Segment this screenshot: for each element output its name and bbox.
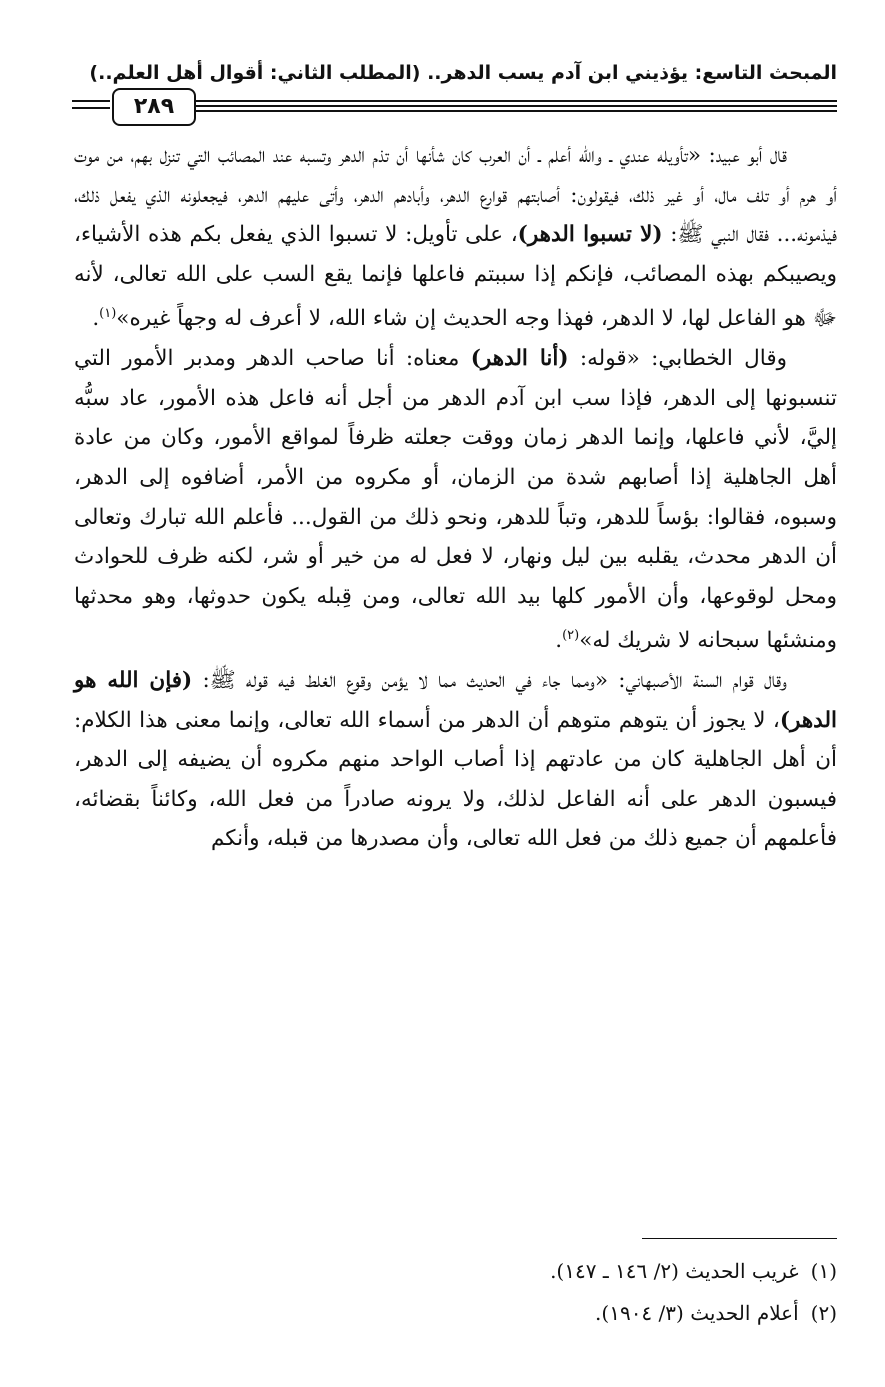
text-run: .	[92, 306, 100, 332]
paragraph-abu-ubaid	[74, 136, 837, 339]
footnote-ref: (١)	[99, 306, 117, 322]
footnote-ref: (٢)	[562, 628, 580, 644]
text-run: قال أبو عبيد: «تأويله عندي ـ والله أعلم ـ أن العرب كان شأنها أن تذم الدهر وتسبه عند المصائب التي تنزل بهم، من موت أو هرم أو تلف مال، أو غير ذلك، فيقولون: أصابتهم قوارع الدهر، وأبادهم الدهر، وأتى عليهم الدهر، فيجعلونه الذي يفعل ذلك، فيذمونه... فقال النبي ﷺ:	[74, 143, 837, 248]
hadith-quote: (لا تسبوا الدهر)	[517, 222, 663, 248]
paragraph-khattabi	[74, 339, 837, 661]
header-rule	[196, 100, 837, 114]
text-run: ، على تأويل: لا تسبوا الذي يفعل بكم هذه الأشياء، ويصيبكم بهذه المصائب، فإنكم إذا سببتم فاعلها فإنما يقع السب على الله تعالى، لأنه ﷻ هو الفاعل لها، لا الدهر، فهذا وجه الحديث إن شاء الله، لا أعرف له وجهاً غيره»	[74, 222, 837, 332]
footnote-number: (٢)	[810, 1301, 837, 1325]
running-header-title: المبحث التاسع: يؤذيني ابن آدم يسب الدهر.. (المطلب الثاني: أقوال أهل العلم..)	[89, 62, 837, 84]
text-run: معناه: أنا صاحب الدهر ومدبر الأمور التي تنسبونها إلى الدهر، فإذا سب ابن آدم الدهر من أجل أنه فاعل هذه الأمور، عاد سبُّه إليَّ، لأني فاعلها، وإنما الدهر زمان ووقت جعلته ظرفاً لمواقع الأمور، وكان من عادة أهل الجاهلية إذا أصابهم شدة من الزمان، أو مكروه من الأمر، أضافوه إلى الدهر، وسبوه، فقالوا: بؤساً للدهر، وتباً للدهر، ونحو ذلك من القول... فأعلم الله تبارك وتعالى أن الدهر محدث، يقلبه بين ليل ونهار، لا فعل له من خير أو شر، لكنه ظرف للحوادث ومحل لوقوعها، وأن الأمور كلها بيد الله تعالى، ومن قِبله يكون حدوثها، وهو محدثها ومنشئها سبحانه لا شريك له»	[74, 346, 837, 654]
footnote-2	[74, 1292, 837, 1334]
paragraph-asbahani	[74, 661, 837, 859]
text-run: وقال الخطابي: «قوله:	[568, 346, 787, 372]
text-run: .	[555, 628, 563, 654]
text-run: ، لا يجوز أن يتوهم متوهم أن الدهر من أسماء الله تعالى، وإنما معنى هذا الكلام: أن أهل الجاهلية كان من عادتهم إذا أصاب الواحد منهم مكروه أن يضيفه إلى الدهر، فيسبون الدهر على أنه الفاعل لذلك، ولا يرونه صادراً من فعل الله، وكائناً بقضائه، فأعلمهم أن جميع ذلك من فعل الله تعالى، وأن مصدرها من قبله، وأنكم	[74, 707, 837, 852]
page-number: ٢٨٩	[112, 88, 196, 126]
hadith-quote: (فإن الله هو الدهر)	[74, 668, 837, 733]
footnote-separator	[642, 1238, 837, 1239]
footnotes	[74, 1250, 837, 1334]
text-run: وقال قوام السنة الأصبهاني: «ومما جاء في الحديث مما لا يؤمن وقوع الغلط فيه قوله ﷺ:	[192, 668, 787, 694]
header-rule-left	[72, 100, 110, 114]
main-text	[74, 136, 837, 859]
footnote-text: أعلام الحديث (٣/ ١٩٠٤).	[595, 1301, 799, 1325]
hadith-quote: (أنا الدهر)	[470, 346, 569, 372]
footnote-text: غريب الحديث (٢/ ١٤٦ ـ ١٤٧).	[550, 1259, 799, 1283]
footnote-number: (١)	[810, 1259, 837, 1283]
footnote-1	[74, 1250, 837, 1292]
